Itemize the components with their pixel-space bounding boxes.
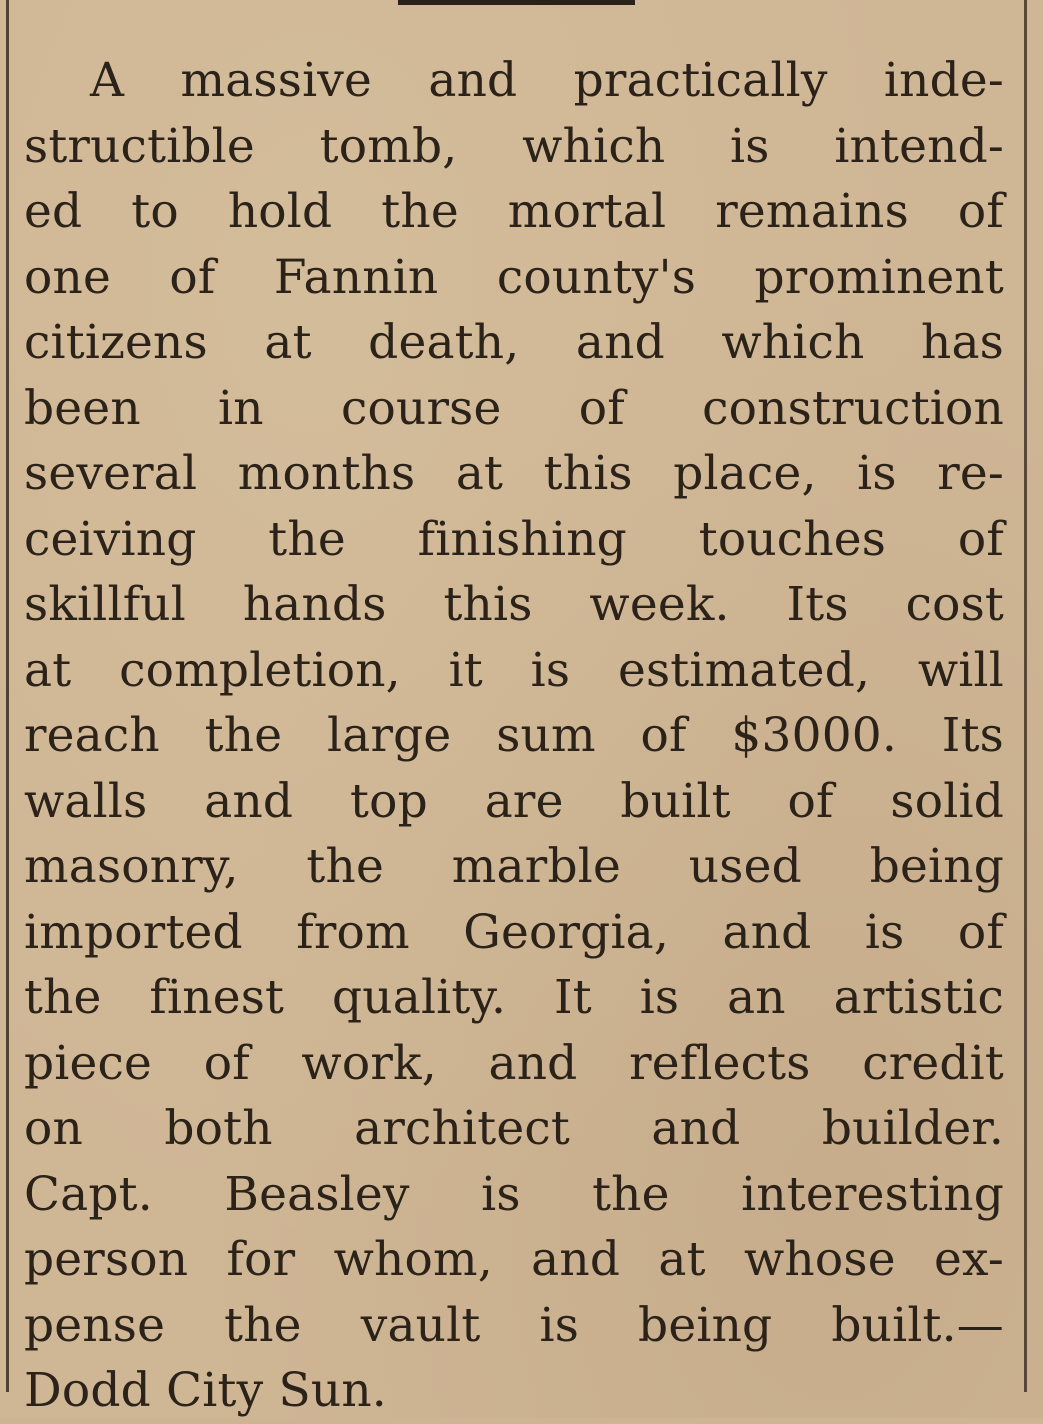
article-line: A massive and practically inde- <box>90 53 1004 108</box>
left-column-rule <box>6 0 9 1392</box>
article-line: piece of work, and reflects credit <box>24 1035 1004 1091</box>
article-line: been in course of construction <box>24 380 1004 436</box>
article-line: Capt. Beasley is the interesting <box>24 1166 1004 1222</box>
article-line: masonry, the marble used being <box>24 839 1004 894</box>
article-line: citizens at death, and which has <box>24 315 1004 370</box>
article-source: Dodd City Sun. <box>24 1363 387 1418</box>
article-line: imported from Georgia, and is of <box>24 904 1004 960</box>
article-line: ed to hold the mortal remains of <box>24 184 1004 239</box>
article-line: one of Fannin county's prominent <box>24 249 1004 305</box>
top-divider-rule <box>398 0 635 5</box>
article-line: the finest quality. It is an artistic <box>24 970 1004 1025</box>
article-line: walls and top are built of solid <box>24 773 1004 829</box>
article-line: skillful hands this week. Its cost <box>24 577 1004 632</box>
article-line: pense the vault is being built.— <box>24 1297 1004 1353</box>
right-column-rule <box>1024 0 1027 1392</box>
article-line: reach the large sum of $3000. Its <box>24 708 1004 763</box>
article-line: several months at this place, is re- <box>24 446 1004 501</box>
article-line: on both architect and builder. <box>24 1101 1004 1156</box>
article-line: person for whom, and at whose ex- <box>24 1232 1004 1287</box>
article-line: structible tomb, which is intend- <box>24 118 1004 174</box>
article-line: ceiving the finishing touches of <box>24 511 1004 567</box>
article-body <box>24 48 1004 1424</box>
article-line: at completion, it is estimated, will <box>24 642 1004 698</box>
